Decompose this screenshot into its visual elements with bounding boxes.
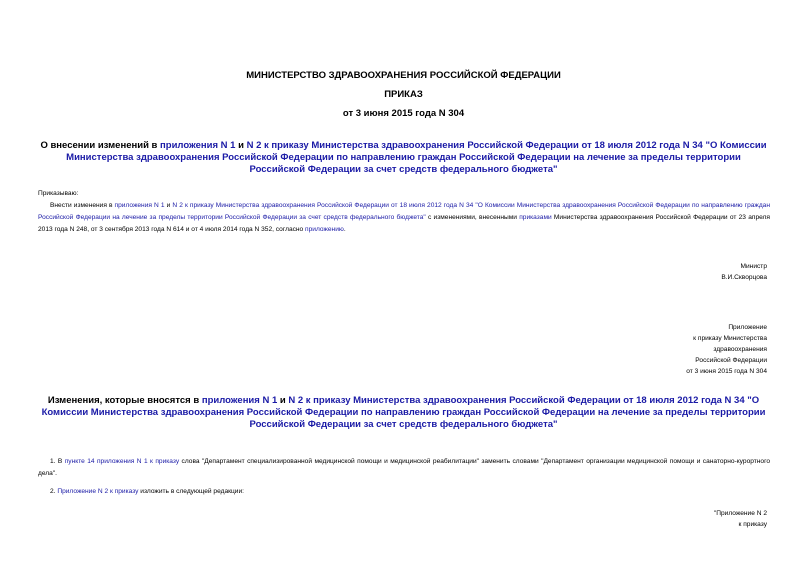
item2-link[interactable]: Приложение N 2 к приказу xyxy=(57,488,139,495)
order-paragraph-1: Внести изменения в приложения N 1 и N 2 к приказу Министерства здравоохранения Российской Федерации от 18 июля 2012 года N 34 "О Комиссии Министерства здравоохранения Российской Федерации по направлению граждан Российской Федерации на лечение за пределы территории Российской Федерации за счет средств федерального бюджета" с изменениями, внесенными приказами Министерства здравоохранения Российской Федерации от 23 апреля 2013 года N 248, от 3 сентября 2013 года N 614 и от 4 июля 2014 года N 352, согласно приложению. xyxy=(38,202,770,233)
doc-date-number: от 3 июня 2015 года N 304 xyxy=(342,108,465,119)
appendix-2-header: "Приложение N 2 к приказу xyxy=(713,510,767,528)
title-link-appendix-1[interactable]: приложения N 1 xyxy=(160,140,236,151)
changes-title: Изменения, которые вносятся в приложения N 1 и N 2 к приказу Министерства здравоохранения Российской Федерации от 18 июля 2012 года N 34 "О Комиссии Министерства здравоохранения Российской Федерации по направлению граждан Российской Федерации на лечение за пределы территории Российской Федерации за счет средств федерального бюджета" xyxy=(41,395,766,430)
ministry-header: МИНИСТЕРСТВО ЗДРАВООХРАНЕНИЯ РОССИЙСКОЙ ФЕДЕРАЦИИ xyxy=(246,70,561,81)
order-title: О внесении изменений в приложения N 1 и N 2 к приказу Министерства здравоохранения Российской Федерации от 18 июля 2012 года N 34 "О Комиссии Министерства здравоохранения Российской Федерации по направлению граждан Российской Федерации на лечение за пределы территории Российской Федерации за счет средств федерального бюджета" xyxy=(40,140,767,175)
appendix-header: Приложение к приказу Министерства здравоохранения Российской Федерации от 3 июня 2015 года N 304 xyxy=(686,324,767,375)
p1-link-appendix-2[interactable]: N 2 к приказу Министерства здравоохранения Российской Федерации от 18 июля 2012 года N 34 "О Комиссии Министерства здравоохранения Российской Федерации по направлению граждан Российской Федерации на лечение за пределы территории Российской Федерации за счет средств федерального бюджета" xyxy=(38,202,770,221)
changes-link-appendix-2[interactable]: N 2 к приказу Министерства здравоохранения Российской Федерации от 18 июля 2012 года N 34 "О Комиссии Министерства здравоохранения Российской Федерации по направлению граждан Российской Федерации на лечение за пределы территории Российской Федерации за счет средств федерального бюджета" xyxy=(41,395,766,430)
change-item-1: 1. В пункте 14 приложения N 1 к приказу слова "Департамент специализированной медицинской помощи и медицинской реабилитации" заменить словами "Департамент организации медицинской помощи и санаторно-курортного дела". xyxy=(38,458,771,477)
item1-link[interactable]: пункте 14 приложения N 1 к приказу xyxy=(64,458,180,465)
change-item-2: 2. Приложение N 2 к приказу изложить в следующей редакции: xyxy=(50,488,245,495)
p1-link-appendix-1[interactable]: приложения N 1 xyxy=(114,202,165,209)
doc-type: ПРИКАЗ xyxy=(384,89,423,100)
signature-block xyxy=(721,261,767,283)
signature-position: Министр xyxy=(740,263,767,270)
prikazyvayu-label: Приказываю: xyxy=(38,190,79,197)
changes-link-appendix-1[interactable]: приложения N 1 xyxy=(201,395,278,406)
p1-link-appendix[interactable]: приложению xyxy=(305,226,344,233)
signature-name: В.И.Скворцова xyxy=(721,274,767,281)
order-body xyxy=(38,188,770,236)
title-link-appendix-2[interactable]: N 2 к приказу Министерства здравоохранения Российской Федерации от 18 июля 2012 года N 34 "О Комиссии Министерства здравоохранения Российской Федерации по направлению граждан Российской Федерации на лечение за пределы территории Российской Федерации за счет средств федерального бюджета" xyxy=(66,140,767,175)
p1-link-orders[interactable]: приказами xyxy=(519,214,552,221)
